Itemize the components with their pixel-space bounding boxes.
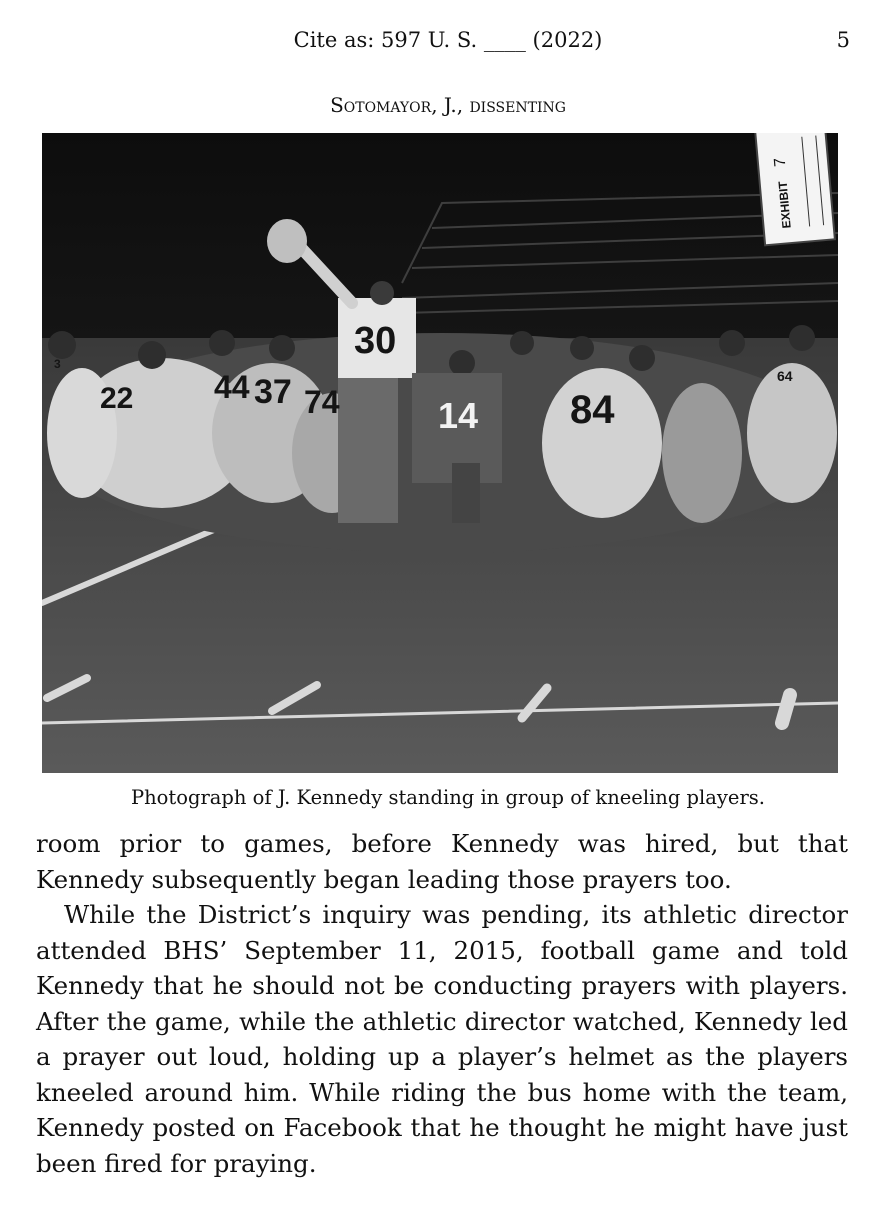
jersey-number-64: 64 — [777, 368, 793, 384]
exhibit-number: 7 — [771, 157, 790, 168]
jersey-number-37: 37 — [254, 373, 292, 411]
paragraph-1: room prior to games, before Kennedy was hired, but that Kennedy subsequently began leading those prayers too. — [36, 829, 848, 894]
exhibit-label: EXHIBIT — [775, 180, 794, 230]
figure-caption: Photograph of J. Kennedy standing in group of kneeling players. — [131, 786, 765, 809]
jersey-number-30: 30 — [354, 320, 397, 362]
jersey-number-84: 84 — [570, 388, 615, 432]
jersey-number-44: 44 — [214, 369, 250, 405]
jersey-number-3: 3 — [54, 357, 61, 371]
page-header — [0, 28, 896, 60]
jersey-number-14: 14 — [438, 395, 479, 436]
exhibit-sticker — [755, 133, 835, 245]
citation-line: Cite as: 597 U. S. ____ (2022) — [293, 28, 603, 52]
opinion-body — [36, 826, 848, 1181]
jersey-number-74: 74 — [304, 384, 340, 420]
paragraph-2: While the District’s inquiry was pending, its athletic director attended BHS’ September 11, 2015, football game and told Kennedy that he should not be conducting prayers with players. After the game, while the athletic director watched, Kennedy led a prayer out loud, holding up a player’s helmet as the players kneeled around him. While riding the bus home with the team, Kennedy posted on Facebook that he thought he might have just been fired for praying. — [36, 900, 848, 1178]
raised-helmet — [267, 219, 307, 263]
page-number: 5 — [836, 28, 850, 52]
exhibit-photograph — [42, 133, 838, 773]
jersey-number-22: 22 — [100, 382, 134, 415]
opinion-author-line: Sotomayor, J., dissenting — [330, 93, 566, 117]
